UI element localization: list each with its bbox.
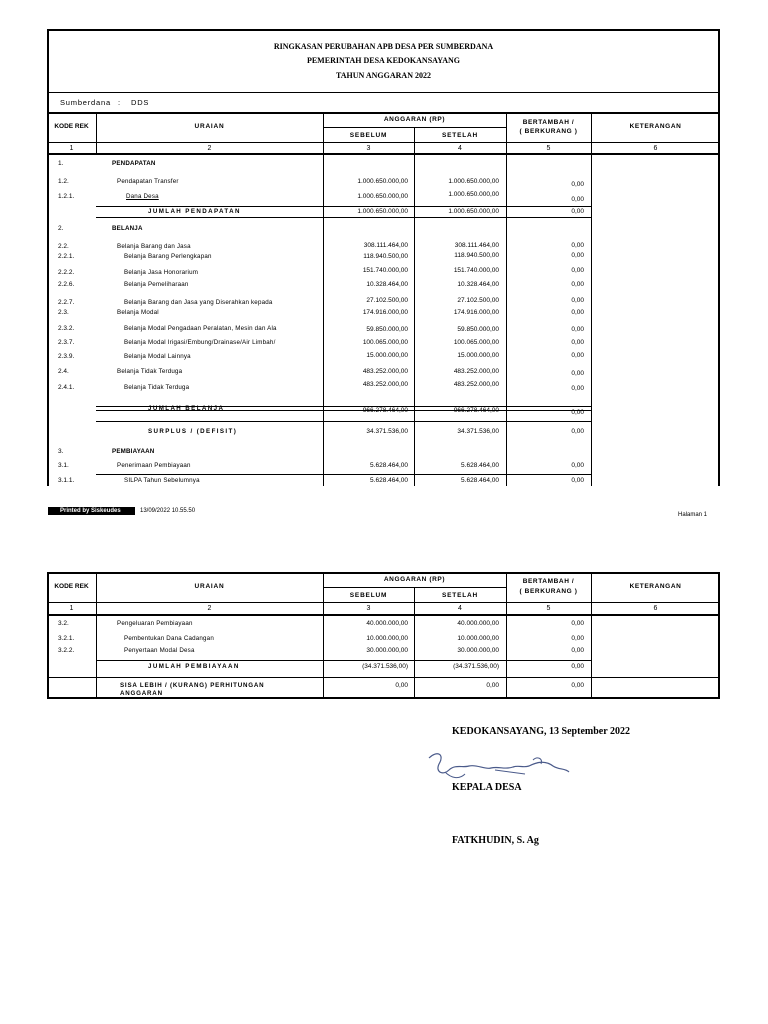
divider bbox=[96, 217, 591, 218]
sumberdana-label: Sumberdana bbox=[60, 98, 111, 107]
row-bertambah: 0,00 bbox=[571, 242, 584, 249]
row-bertambah: 0,00 bbox=[571, 326, 584, 333]
row-kode: 2.2.6. bbox=[58, 281, 75, 288]
divider bbox=[96, 421, 591, 422]
row-setelah: 483.252.000,00 bbox=[453, 381, 499, 388]
col-number-2: 2 bbox=[207, 605, 212, 612]
row-kode: 2.3.7. bbox=[58, 339, 75, 346]
col-number-1: 1 bbox=[69, 605, 74, 612]
row-uraian: Belanja Modal Pengadaan Peralatan, Mesin dan Ala bbox=[124, 325, 277, 332]
row-uraian: Pembentukan Dana Cadangan bbox=[124, 635, 214, 642]
print-timestamp: 13/09/2022 10.55.50 bbox=[140, 508, 196, 514]
row-sebelum: 118.940.500,00 bbox=[363, 253, 408, 260]
row-bertambah: 0,00 bbox=[571, 647, 584, 654]
row-sebelum: 10.000.000,00 bbox=[366, 635, 408, 642]
col-number-4: 4 bbox=[458, 145, 462, 152]
row-uraian: SISA LEBIH / (KURANG) PERHITUNGAN ANGGARAN bbox=[120, 682, 265, 697]
row-bertambah: 0,00 bbox=[571, 682, 584, 689]
row-setelah: 34.371.536,00 bbox=[457, 428, 499, 435]
row-bertambah: 0,00 bbox=[571, 462, 584, 469]
row-uraian: Belanja Barang dan Jasa bbox=[117, 243, 191, 250]
col-header-bertambah: BERTAMBAH / bbox=[522, 119, 575, 126]
row-bertambah: 0,00 bbox=[571, 297, 584, 304]
row-setelah: 483.252.000,00 bbox=[453, 368, 499, 375]
row-sebelum: 27.102.500,00 bbox=[366, 297, 408, 304]
row-uraian: Belanja Modal bbox=[117, 309, 159, 316]
row-setelah: 151.740.000,00 bbox=[453, 267, 499, 274]
signature-name: FATKHUDIN, S. Ag bbox=[452, 835, 539, 846]
col-number-2: 2 bbox=[207, 145, 212, 152]
row-kode: 1. bbox=[58, 160, 64, 167]
report-title: RINGKASAN PERUBAHAN APB DESA PER SUMBERDANA bbox=[273, 42, 494, 51]
col-number-1: 1 bbox=[69, 145, 74, 152]
row-uraian: PENDAPATAN bbox=[112, 160, 156, 167]
row-uraian: Belanja Tidak Terduga bbox=[117, 368, 183, 375]
row-kode: 3.2.2. bbox=[58, 647, 75, 654]
divider bbox=[96, 474, 591, 475]
row-bertambah: 0,00 bbox=[571, 385, 584, 392]
col-header-berkurang: ( BERKURANG ) bbox=[519, 588, 578, 595]
col-header-kode-rek: KODE REK bbox=[54, 583, 89, 590]
signature-position: KEPALA DESA bbox=[452, 782, 522, 793]
col-header-berkurang: ( BERKURANG ) bbox=[519, 128, 578, 135]
row-kode: 2.3. bbox=[58, 309, 69, 316]
row-sebelum: 40.000.000,00 bbox=[366, 620, 408, 627]
row-uraian: JUMLAH BELANJA bbox=[148, 405, 225, 412]
page-number: Halaman 1 bbox=[678, 512, 708, 518]
divider bbox=[96, 206, 591, 207]
col-header-anggaran: ANGGARAN (RP) bbox=[383, 116, 446, 123]
row-uraian: Pengeluaran Pembiayaan bbox=[117, 620, 193, 627]
row-setelah: 10.328.464,00 bbox=[457, 281, 499, 288]
row-kode: 2.2.2. bbox=[58, 269, 75, 276]
col-header-setelah: SETELAH bbox=[442, 132, 478, 139]
divider bbox=[47, 153, 720, 155]
row-kode: 3.2.1. bbox=[58, 635, 75, 642]
row-uraian: Belanja Pemeliharaan bbox=[124, 281, 189, 288]
row-uraian: Belanja Tidak Terduga bbox=[124, 384, 190, 391]
row-bertambah: 0,00 bbox=[571, 208, 584, 215]
row-sebelum: 34.371.536,00 bbox=[366, 428, 408, 435]
row-uraian: Penerimaan Pembiayaan bbox=[117, 462, 191, 469]
row-sebelum: 483.252.000,00 bbox=[362, 381, 408, 388]
row-sebelum: 966.278.464,00 bbox=[362, 407, 408, 414]
row-setelah: 1.000.650.000,00 bbox=[448, 191, 499, 198]
row-sebelum: (34.371.536,00) bbox=[362, 663, 408, 670]
row-setelah: 308.111.464,00 bbox=[454, 242, 499, 249]
row-setelah: 30.000.000,00 bbox=[457, 647, 499, 654]
row-kode: 3.1.1. bbox=[58, 477, 75, 484]
row-uraian: Belanja Modal Irigasi/Embung/Drainase/Air Limbah/ bbox=[124, 339, 276, 346]
row-bertambah: 0,00 bbox=[571, 663, 584, 670]
col-header-bertambah: BERTAMBAH / bbox=[522, 578, 575, 585]
divider bbox=[47, 142, 720, 143]
row-bertambah: 0,00 bbox=[571, 309, 584, 316]
row-sebelum: 59.850.000,00 bbox=[366, 326, 408, 333]
row-kode: 2.2. bbox=[58, 243, 69, 250]
row-bertambah: 0,00 bbox=[571, 635, 584, 642]
row-bertambah: 0,00 bbox=[571, 620, 584, 627]
row-kode: 3. bbox=[58, 448, 64, 455]
row-sebelum: 308.111.464,00 bbox=[363, 242, 408, 249]
col-number-5: 5 bbox=[546, 145, 551, 152]
row-kode: 2.3.2. bbox=[58, 325, 75, 332]
row-uraian: Belanja Barang Perlengkapan bbox=[124, 253, 212, 260]
row-uraian: JUMLAH PENDAPATAN bbox=[148, 208, 241, 215]
row-setelah: 5.628.464,00 bbox=[461, 462, 499, 469]
col-header-sebelum: SEBELUM bbox=[349, 132, 388, 139]
row-sebelum: 483.252.000,00 bbox=[362, 368, 408, 375]
row-sebelum: 174.916.000,00 bbox=[362, 309, 408, 316]
row-kode: 2. bbox=[58, 225, 64, 232]
row-setelah: 1.000.650.000,00 bbox=[448, 208, 499, 215]
row-uraian: BELANJA bbox=[112, 225, 143, 232]
col-number-3: 3 bbox=[366, 145, 371, 152]
report-subtitle-village: PEMERINTAH DESA KEDOKANSAYANG bbox=[306, 56, 461, 65]
printed-by-label: Printed by Siskeudes bbox=[60, 508, 121, 514]
row-bertambah: 0,00 bbox=[571, 267, 584, 274]
row-sebelum: 10.328.464,00 bbox=[366, 281, 408, 288]
report-subtitle-year: TAHUN ANGGARAN 2022 bbox=[336, 71, 431, 80]
row-bertambah: 0,00 bbox=[571, 252, 584, 259]
row-setelah: 118.940.500,00 bbox=[454, 252, 499, 259]
divider bbox=[96, 660, 591, 661]
row-kode: 1.2.1. bbox=[58, 193, 75, 200]
row-uraian: Dana Desa bbox=[126, 193, 159, 200]
divider bbox=[47, 614, 720, 616]
divider bbox=[96, 572, 97, 699]
col-header-keterangan: KETERANGAN bbox=[629, 583, 682, 590]
divider bbox=[47, 92, 720, 93]
row-bertambah: 0,00 bbox=[571, 196, 584, 203]
row-kode: 3.1. bbox=[58, 462, 69, 469]
col-number-3: 3 bbox=[366, 605, 371, 612]
row-sebelum: 151.740.000,00 bbox=[362, 267, 408, 274]
row-kode: 2.3.9. bbox=[58, 353, 75, 360]
row-bertambah: 0,00 bbox=[571, 409, 584, 416]
row-uraian: SURPLUS / (DEFISIT) bbox=[148, 428, 238, 435]
row-bertambah: 0,00 bbox=[571, 281, 584, 288]
col-header-keterangan: KETERANGAN bbox=[629, 123, 682, 130]
row-sebelum: 1.000.650.000,00 bbox=[357, 193, 408, 200]
row-kode: 2.2.1. bbox=[58, 253, 75, 260]
row-setelah: 10.000.000,00 bbox=[457, 635, 499, 642]
col-header-uraian: URAIAN bbox=[194, 123, 225, 130]
row-setelah: 0,00 bbox=[486, 682, 499, 689]
row-setelah: (34.371.536,00) bbox=[453, 663, 499, 670]
row-setelah: 1.000.650.000,00 bbox=[448, 178, 499, 185]
row-setelah: 100.065.000,00 bbox=[453, 339, 499, 346]
col-header-kode-rek: KODE REK bbox=[54, 123, 89, 130]
divider bbox=[591, 572, 592, 699]
row-kode: 2.4. bbox=[58, 368, 69, 375]
row-bertambah: 0,00 bbox=[571, 370, 584, 377]
row-sebelum: 5.628.464,00 bbox=[370, 462, 408, 469]
row-setelah: 27.102.500,00 bbox=[457, 297, 499, 304]
row-uraian: Belanja Jasa Honorarium bbox=[124, 269, 199, 276]
col-number-6: 6 bbox=[653, 605, 658, 612]
col-number-5: 5 bbox=[546, 605, 551, 612]
col-header-sebelum: SEBELUM bbox=[349, 592, 388, 599]
row-kode: 2.4.1. bbox=[58, 384, 75, 391]
col-header-setelah: SETELAH bbox=[442, 592, 478, 599]
divider bbox=[47, 677, 720, 678]
row-bertambah: 0,00 bbox=[571, 181, 584, 188]
row-setelah: 40.000.000,00 bbox=[457, 620, 499, 627]
row-setelah: 966.278.464,00 bbox=[453, 407, 499, 414]
row-uraian: JUMLAH PEMBIAYAAN bbox=[148, 663, 240, 670]
row-sebelum: 1.000.650.000,00 bbox=[357, 208, 408, 215]
row-bertambah: 0,00 bbox=[571, 477, 584, 484]
row-uraian: Penyertaan Modal Desa bbox=[124, 647, 195, 654]
divider bbox=[591, 112, 592, 486]
row-setelah: 15.000.000,00 bbox=[457, 352, 499, 359]
row-sebelum: 5.628.464,00 bbox=[370, 477, 408, 484]
row-kode: 1.2. bbox=[58, 178, 69, 185]
row-uraian: Belanja Modal Lainnya bbox=[124, 353, 191, 360]
row-kode: 3.2. bbox=[58, 620, 69, 627]
row-uraian: Belanja Barang dan Jasa yang Diserahkan kepada bbox=[124, 299, 273, 306]
col-header-anggaran: ANGGARAN (RP) bbox=[383, 576, 446, 583]
row-sebelum: 0,00 bbox=[395, 682, 408, 689]
sumberdana-separator: : bbox=[118, 98, 121, 107]
row-kode: 2.2.7. bbox=[58, 299, 75, 306]
row-sebelum: 15.000.000,00 bbox=[366, 352, 408, 359]
divider bbox=[47, 602, 720, 603]
row-uraian: Pendapatan Transfer bbox=[117, 178, 179, 185]
signature-place-date: KEDOKANSAYANG, 13 September 2022 bbox=[452, 726, 630, 737]
col-number-6: 6 bbox=[653, 145, 658, 152]
col-number-4: 4 bbox=[458, 605, 462, 612]
row-setelah: 59.850.000,00 bbox=[457, 326, 499, 333]
row-setelah: 174.916.000,00 bbox=[453, 309, 499, 316]
col-header-uraian: URAIAN bbox=[194, 583, 225, 590]
row-uraian: PEMBIAYAAN bbox=[112, 448, 155, 455]
row-sebelum: 1.000.650.000,00 bbox=[357, 178, 408, 185]
row-sebelum: 100.065.000,00 bbox=[362, 339, 408, 346]
row-bertambah: 0,00 bbox=[571, 428, 584, 435]
sumberdana-value: DDS bbox=[131, 98, 150, 107]
divider bbox=[47, 112, 720, 114]
row-setelah: 5.628.464,00 bbox=[461, 477, 499, 484]
row-bertambah: 0,00 bbox=[571, 339, 584, 346]
row-uraian: SILPA Tahun Sebelumnya bbox=[124, 477, 200, 484]
row-bertambah: 0,00 bbox=[571, 352, 584, 359]
row-sebelum: 30.000.000,00 bbox=[366, 647, 408, 654]
